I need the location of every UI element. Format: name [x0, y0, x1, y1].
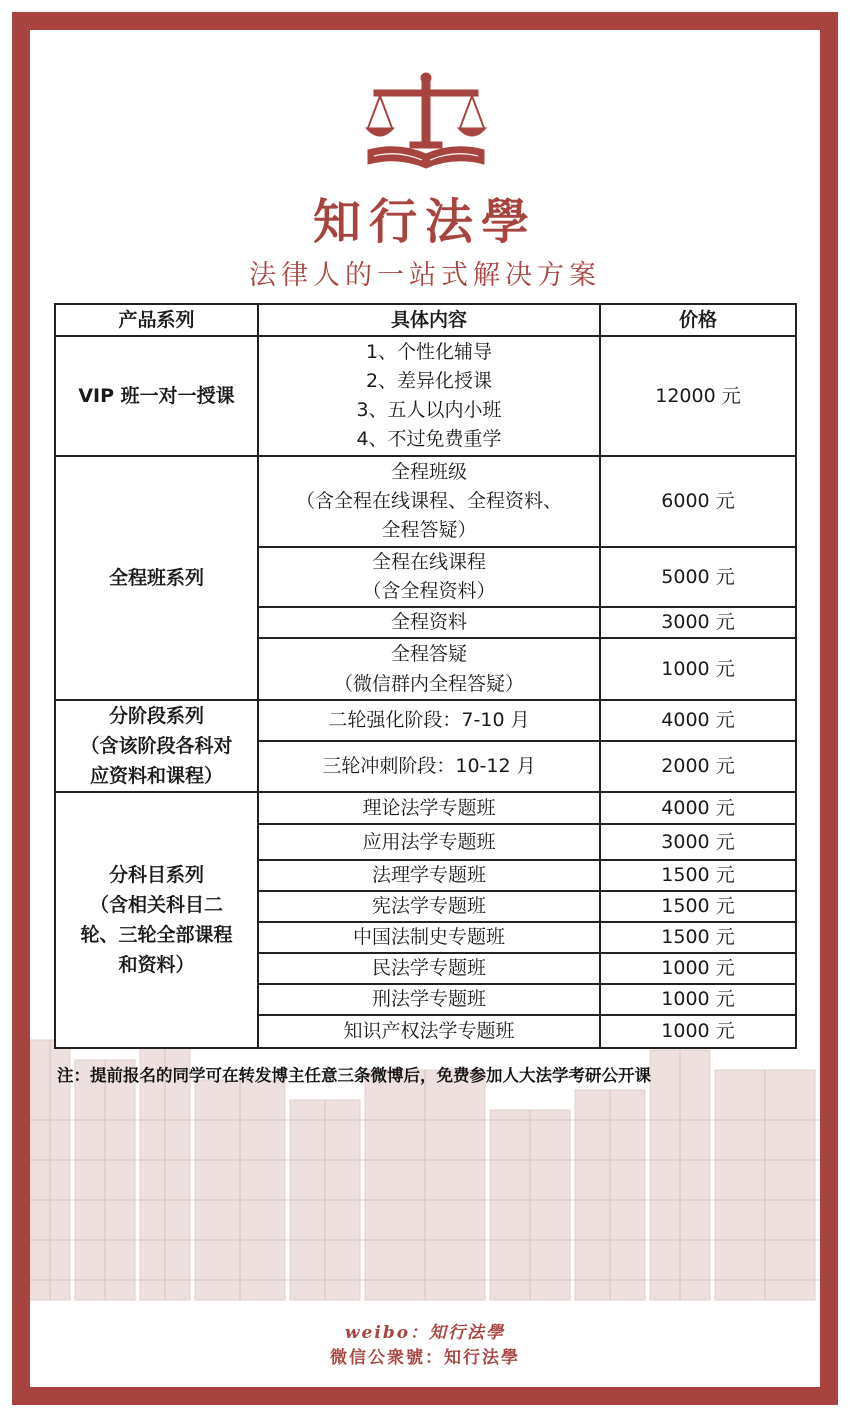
- content-line: 全程在线课程: [371, 551, 486, 573]
- full-content: [258, 456, 600, 547]
- series-subject: [55, 792, 258, 1048]
- vip-content: [258, 336, 600, 456]
- table-row: [55, 700, 796, 741]
- content-line: 全程答疑）: [381, 519, 477, 541]
- content-line: 全程答疑: [390, 643, 467, 665]
- subject-content: 应用法学专题班: [258, 824, 600, 860]
- full-content: [258, 638, 600, 700]
- header-price: 价格: [600, 304, 796, 336]
- table-header-row: [55, 304, 796, 336]
- vip-price: 12000 元: [600, 336, 796, 456]
- table-row: [55, 456, 796, 547]
- vip-content-line: 4、不过免费重学: [356, 428, 502, 450]
- footer-wechat: 微信公衆號：知行法學: [330, 1348, 520, 1368]
- stage-price: 2000 元: [600, 741, 796, 792]
- registration-note: 注：提前报名的同学可在转发博主任意三条微博后，免费参加人大法学考研公开课: [57, 1066, 651, 1085]
- subject-price: 3000 元: [600, 824, 796, 860]
- table-row: [55, 792, 796, 824]
- content-line: （含全程资料）: [362, 580, 496, 602]
- scales-of-justice-book-icon: [364, 72, 488, 170]
- content-line: （含全程在线课程、全程资料、: [295, 490, 562, 512]
- subject-content: 刑法学专题班: [258, 984, 600, 1015]
- series-line: （含该阶段各科对: [80, 735, 233, 757]
- subject-price: 1500 元: [600, 860, 796, 891]
- stage-price: 4000 元: [600, 700, 796, 741]
- series-vip: VIP 班一对一授课: [55, 336, 258, 456]
- subject-price: 4000 元: [600, 792, 796, 824]
- series-line: 应资料和课程）: [89, 765, 223, 787]
- full-content: [258, 547, 600, 607]
- vip-content-line: 1、个性化辅导: [365, 341, 493, 363]
- subject-content: 知识产权法学专题班: [258, 1015, 600, 1048]
- subject-price: 1000 元: [600, 1015, 796, 1048]
- full-price: 5000 元: [600, 547, 796, 607]
- series-stage: [55, 700, 258, 792]
- full-price: 6000 元: [600, 456, 796, 547]
- series-line: （含相关科目二: [89, 894, 223, 916]
- subject-price: 1000 元: [600, 953, 796, 984]
- series-line: 分阶段系列: [108, 705, 204, 727]
- subject-price: 1000 元: [600, 984, 796, 1015]
- vip-content-line: 2、差异化授课: [365, 370, 493, 392]
- header-content: 具体内容: [258, 304, 600, 336]
- subject-price: 1500 元: [600, 922, 796, 953]
- footer-weibo: weibo：知行法學: [344, 1323, 506, 1343]
- content-line: （微信群内全程答疑）: [333, 673, 524, 695]
- full-content: 全程资料: [258, 607, 600, 638]
- series-line: 分科目系列: [108, 864, 204, 886]
- subject-content: 中国法制史专题班: [258, 922, 600, 953]
- series-full: 全程班系列: [55, 456, 258, 700]
- full-price: 1000 元: [600, 638, 796, 700]
- stage-content: 三轮冲刺阶段：10-12 月: [258, 741, 600, 792]
- price-table: [54, 303, 797, 1049]
- brand-name: 知行法學: [312, 194, 537, 250]
- table-row: [55, 336, 796, 456]
- header-series: 产品系列: [55, 304, 258, 336]
- brand-slogan: 法律人的一站式解决方案: [249, 260, 601, 291]
- vip-content-line: 3、五人以内小班: [356, 399, 502, 421]
- subject-price: 1500 元: [600, 891, 796, 922]
- series-line: 和资料）: [118, 954, 195, 976]
- stage-content: 二轮强化阶段：7-10 月: [258, 700, 600, 741]
- subject-content: 理论法学专题班: [258, 792, 600, 824]
- subject-content: 民法学专题班: [258, 953, 600, 984]
- subject-content: 法理学专题班: [258, 860, 600, 891]
- content-line: 全程班级: [390, 461, 467, 483]
- series-line: 轮、三轮全部课程: [80, 924, 233, 946]
- full-price: 3000 元: [600, 607, 796, 638]
- subject-content: 宪法学专题班: [258, 891, 600, 922]
